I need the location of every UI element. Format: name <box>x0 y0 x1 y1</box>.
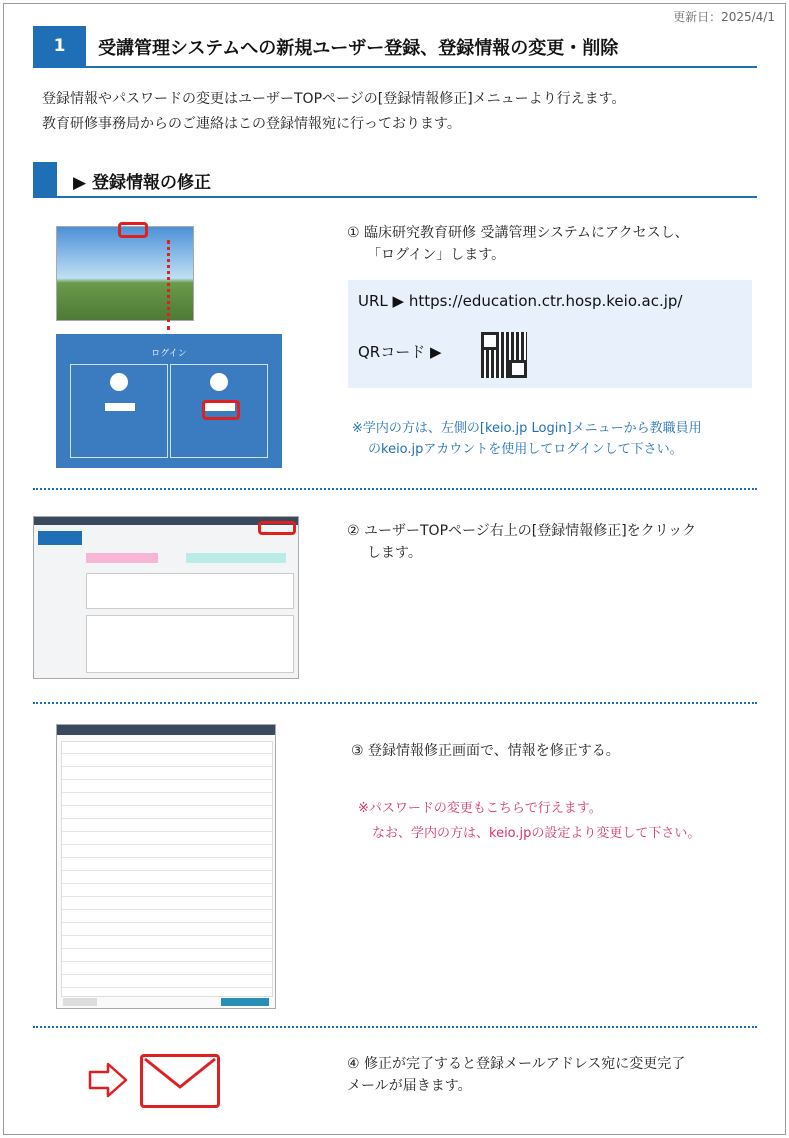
page-title: 受講管理システムへの新規ユーザー登録、登録情報の変更・削除 <box>98 38 619 59</box>
url-box <box>348 280 752 388</box>
envelope-icon <box>140 1054 220 1108</box>
login-panel-title: ログイン <box>151 349 187 359</box>
step3-note-line-2: なお、学内の方は、keio.jpの設定より変更して下さい。 <box>372 826 701 841</box>
qr-code-icon <box>481 332 527 378</box>
right-arrow-icon <box>88 1062 128 1102</box>
step1-note <box>352 418 752 460</box>
system-url[interactable]: URL ▶ https://education.ctr.hosp.keio.ac.jp/ <box>358 292 683 310</box>
login-button-highlight <box>202 400 240 420</box>
step3-note <box>358 796 758 846</box>
divider-3 <box>33 1026 757 1028</box>
edit-form-screenshot <box>56 724 276 1009</box>
intro-line-2: 教育研修事務局からのご連絡はこの登録情報宛に行っております。 <box>42 116 461 132</box>
step1-note-line-2: のkeio.jpアカウントを使用してログインして下さい。 <box>368 442 683 457</box>
intro-line-1: 登録情報やパスワードの変更はユーザーTOPページの[登録情報修正]メニューより行えます。 <box>42 91 626 107</box>
keio-login-card <box>70 364 168 458</box>
step2-line-1: ② ユーザーTOPページ右上の[登録情報修正]をクリック <box>347 523 697 539</box>
login-link-highlight <box>118 222 148 238</box>
section-number: 1 <box>33 26 86 66</box>
step1-line-2: 「ログイン」します。 <box>367 247 506 263</box>
step4-line-1: ④ 修正が完了すると登録メールアドレス宛に変更完了 <box>347 1056 686 1072</box>
step2-line-2: します。 <box>367 545 422 561</box>
qr-label: QRコード ▶ <box>358 343 442 361</box>
user-top-screenshot <box>33 516 299 679</box>
step4-text <box>347 1053 685 1097</box>
updated-date: 更新日：2025/4/1 <box>673 10 775 24</box>
section-title: ▶ 登録情報の修正 <box>73 173 211 193</box>
step4-line-2: メールが届きます。 <box>347 1078 472 1094</box>
login-panel-screenshot <box>56 334 282 468</box>
site-top-screenshot <box>56 226 194 321</box>
step3-line-1: ③ 登録情報修正画面で、情報を修正する。 <box>351 743 620 759</box>
keio-login-button <box>105 403 135 411</box>
step1-line-1: ① 臨床研究教育研修 受講管理システムにアクセスし、 <box>347 225 689 241</box>
divider-2 <box>33 702 757 704</box>
intro-text <box>42 87 626 137</box>
flask-icon <box>210 373 228 391</box>
step1-note-line-1: ※学内の方は、左側の[keio.jp Login]メニューから教職員用 <box>352 421 702 436</box>
step3-text <box>351 740 620 762</box>
edit-info-highlight <box>258 521 296 535</box>
step2-text <box>347 520 696 564</box>
dotted-arrow <box>130 240 170 330</box>
section-marker <box>33 162 57 196</box>
step1-text <box>347 222 689 266</box>
keio-login-icon <box>110 373 128 391</box>
divider-1 <box>33 488 757 490</box>
step3-note-line-1: ※パスワードの変更もこちらで行えます。 <box>358 801 602 816</box>
page-title-bar <box>33 26 757 68</box>
section-heading <box>33 162 757 198</box>
